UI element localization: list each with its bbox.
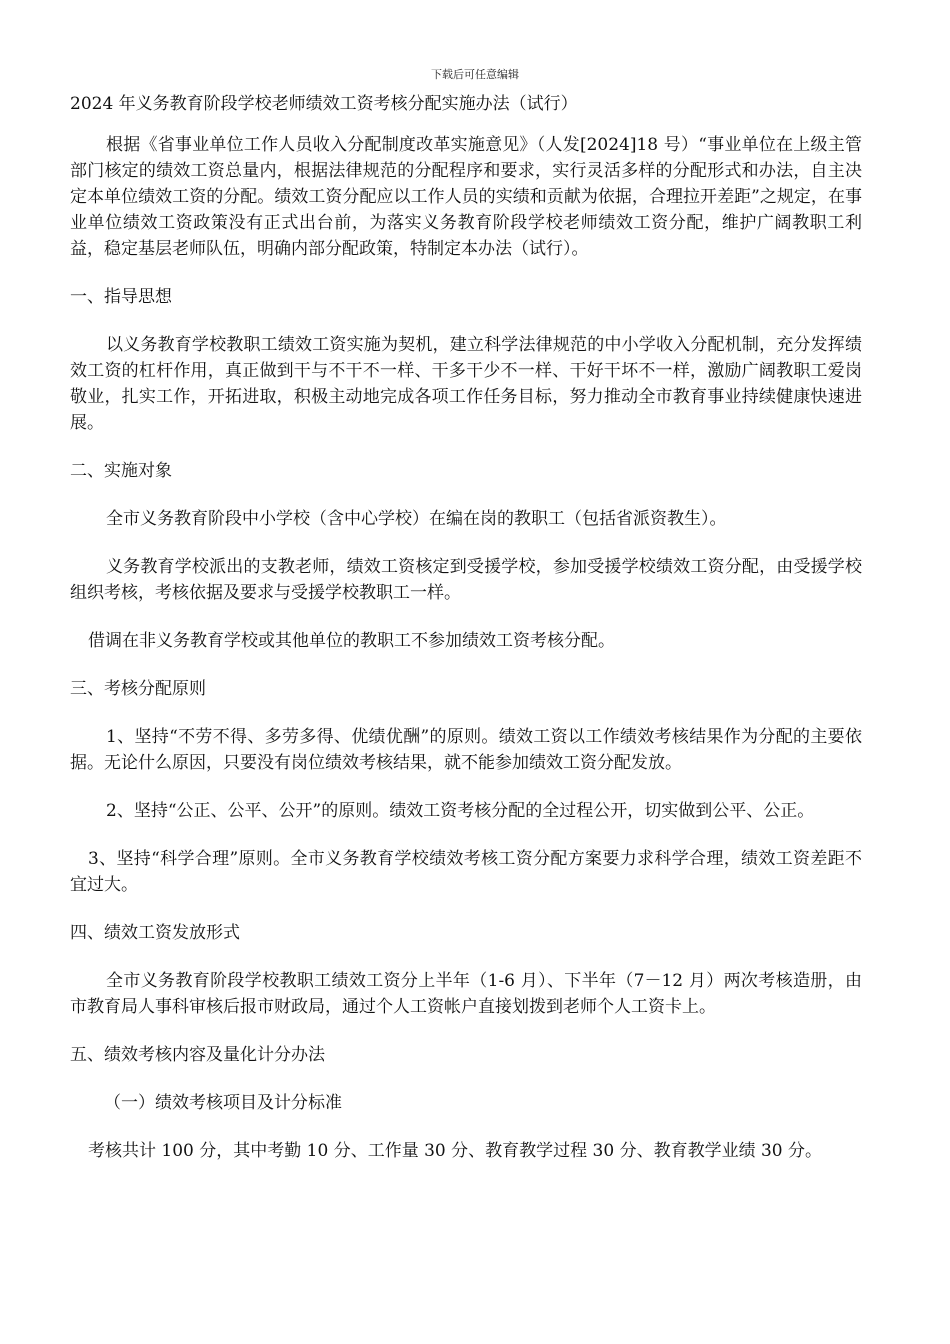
header-note: 下载后可任意编辑 bbox=[431, 68, 519, 81]
intro-paragraph: 根据《省事业单位工作人员收入分配制度改革实施意见》（人发[2024]18 号）“事业单位在上级主管部门核定的绩效工资总量内，根据法律规范的分配程序和要求，实行灵活多样的分配形式和办法，自主决定本单位绩效工资的分配。绩效工资分配应以工作人员的实绩和贡献为依据，合理拉开差距”之规定，在事业单位绩效工资政策没有正式出台前，为落实义务教育阶段学校老师绩效工资分配，维护广阔教职工利益，稳定基层老师队伍，明确内部分配政策，特制定本办法（试行）。 bbox=[70, 135, 862, 259]
document-title: 2024 年义务教育阶段学校老师绩效工资考核分配实施办法（试行） bbox=[70, 94, 578, 114]
section-3-paragraph-1: 1、坚持“不劳不得、多劳多得、优绩优酬”的原则。绩效工资以工作绩效考核结果作为分配的主要依据。无论什么原因，只要没有岗位绩效考核结果，就不能参加绩效工资分配发放。 bbox=[70, 727, 862, 773]
section-heading-5: 五、绩效考核内容及量化计分办法 bbox=[70, 1045, 325, 1065]
section-heading-3: 三、考核分配原则 bbox=[70, 679, 206, 699]
section-2-paragraph-3: 借调在非义务教育学校或其他单位的教职工不参加绩效工资考核分配。 bbox=[88, 631, 615, 651]
section-1-paragraph: 以义务教育学校教职工绩效工资实施为契机，建立科学法律规范的中小学收入分配机制，充分发挥绩效工资的杠杆作用，真正做到干与不干不一样、干多干少不一样、干好干坏不一样，激励广阔教职工爱岗敬业，扎实工作，开拓进取，积极主动地完成各项工作任务目标，努力推动全市教育事业持续健康快速进展。 bbox=[70, 335, 862, 433]
section-3-paragraph-3: 3、坚持“科学合理”原则。全市义务教育学校绩效考核工资分配方案要力求科学合理，绩效工资差距不宜过大。 bbox=[70, 849, 862, 895]
document-body bbox=[70, 132, 862, 1186]
subsection-heading-5-1: （一）绩效考核项目及计分标准 bbox=[104, 1093, 342, 1113]
section-2-paragraph-1: 全市义务教育阶段中小学校（含中心学校）在编在岗的教职工（包括省派资教生）。 bbox=[106, 509, 727, 529]
section-heading-1: 一、指导思想 bbox=[70, 287, 172, 307]
section-3-paragraph-2: 2、坚持“公正、公平、公开”的原则。绩效工资考核分配的全过程公开，切实做到公平、公正。 bbox=[106, 801, 815, 821]
section-5-paragraph: 考核共计 100 分，其中考勤 10 分、工作量 30 分、教育教学过程 30 分、教育教学业绩 30 分。 bbox=[88, 1141, 823, 1161]
section-heading-4: 四、绩效工资发放形式 bbox=[70, 923, 240, 943]
section-2-paragraph-2: 义务教育学校派出的支教老师，绩效工资核定到受援学校，参加受援学校绩效工资分配，由受援学校组织考核，考核依据及要求与受援学校教职工一样。 bbox=[70, 557, 862, 603]
section-4-paragraph: 全市义务教育阶段学校教职工绩效工资分上半年（1-6 月）、下半年（7－12 月）两次考核造册，由市教育局人事科审核后报市财政局，通过个人工资帐户直接划拨到老师个人工资卡上。 bbox=[70, 971, 862, 1017]
section-heading-2: 二、实施对象 bbox=[70, 461, 172, 481]
